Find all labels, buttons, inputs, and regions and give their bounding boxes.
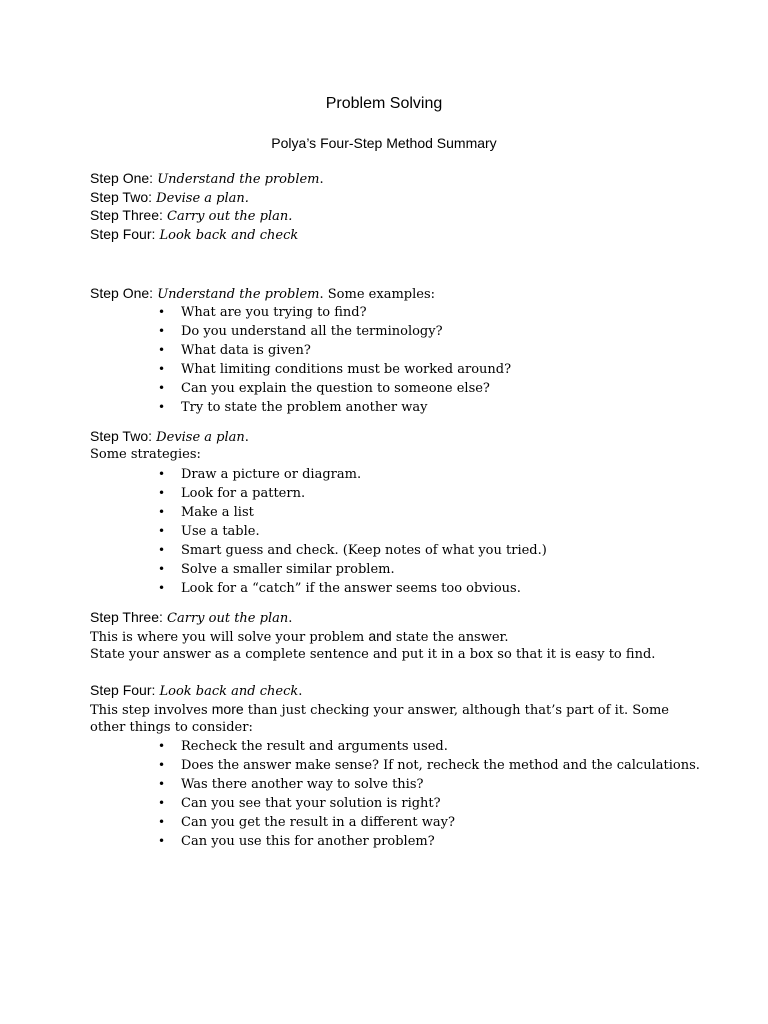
list-item-text: Look for a “catch” if the answer seems too obvious. <box>181 580 521 596</box>
step-label: Step Two: <box>90 188 153 205</box>
section-heading <box>90 681 710 700</box>
list-item <box>90 541 710 560</box>
emphasis-text: and <box>368 628 392 644</box>
bullet-icon: • <box>158 485 166 500</box>
summary-step-four <box>90 225 690 244</box>
summary-step-one <box>90 169 690 188</box>
list-item-text: Try to state the problem another way <box>181 400 428 415</box>
emphasis-text: more <box>211 701 244 717</box>
step-suffix: . <box>298 684 303 699</box>
text-run: This step involves <box>90 703 212 718</box>
list-item <box>90 341 710 360</box>
step-suffix: . <box>288 611 293 626</box>
list-item-text: Can you see that your solution is right? <box>181 796 441 811</box>
list-item <box>90 360 710 379</box>
list-item <box>90 322 710 341</box>
step-name: Understand the problem <box>157 287 320 302</box>
paragraph-line: State your answer as a complete sentence and put it in a box so that it is easy to find. <box>90 646 656 662</box>
step-suffix: . Some examples: <box>319 287 435 302</box>
bullet-icon: • <box>158 381 166 395</box>
list-item-text: Recheck the result and arguments used. <box>181 739 448 754</box>
bullet-icon: • <box>158 305 166 319</box>
list-item <box>90 832 710 851</box>
step-suffix: . <box>319 172 324 187</box>
list-item-text: Draw a picture or diagram. <box>181 466 362 482</box>
section-step-three <box>90 608 710 664</box>
step-name: Understand the problem <box>157 172 320 187</box>
list-item-text: Can you explain the question to someone else? <box>181 381 490 396</box>
list-item-text: Does the answer make sense? If not, recheck the method and the calculations. <box>181 758 700 773</box>
step-label: Step Three: <box>90 609 163 625</box>
list-item <box>90 737 710 756</box>
text-run: This is where you will solve your problem <box>90 630 369 645</box>
section-heading <box>90 608 710 627</box>
section-heading <box>90 427 710 446</box>
step-name: Devise a plan <box>156 430 245 445</box>
bullet-icon: • <box>158 777 166 791</box>
list-item <box>90 560 710 579</box>
bullet-icon: • <box>158 739 166 753</box>
examples-list <box>90 303 710 417</box>
section-step-two <box>90 427 710 598</box>
list-item-text: What limiting conditions must be worked around? <box>181 362 512 377</box>
steps-summary <box>90 169 690 243</box>
step-label: Step One: <box>90 285 154 301</box>
list-item <box>90 775 710 794</box>
step-label: Step One: <box>90 170 154 186</box>
page-subtitle: Polya’s Four-Step Method Summary <box>271 135 497 151</box>
step-label: Step Two: <box>90 428 153 444</box>
bullet-icon: • <box>158 523 166 538</box>
text-run: state the answer. <box>391 630 509 645</box>
step-name: Look back and check <box>159 684 299 699</box>
text-run: than just checking your answer, although that’s part of it. Some <box>243 703 669 718</box>
bullet-icon: • <box>158 362 166 376</box>
list-item-text: Look for a pattern. <box>181 485 306 501</box>
list-item-text: Do you understand all the terminology? <box>181 324 443 339</box>
paragraph-line <box>90 627 710 646</box>
bullet-icon: • <box>158 343 166 357</box>
list-item-text: What are you trying to find? <box>181 305 367 320</box>
list-item <box>90 465 710 484</box>
bullet-icon: • <box>158 758 166 772</box>
step-suffix: . <box>244 430 249 445</box>
list-item <box>90 579 710 598</box>
list-item-text: Can you get the result in a different way? <box>181 815 455 830</box>
section-step-four <box>90 681 710 851</box>
section-step-one <box>90 284 710 417</box>
list-item <box>90 484 710 503</box>
list-item-text: Use a table. <box>181 523 260 539</box>
list-item-text: Solve a smaller similar problem. <box>181 561 395 577</box>
bullet-icon: • <box>158 542 166 557</box>
step-label: Step Three: <box>90 207 163 223</box>
list-item-text: Can you use this for another problem? <box>181 834 435 849</box>
step-name: Carry out the plan <box>167 611 289 626</box>
list-item <box>90 503 710 522</box>
bullet-icon: • <box>158 834 166 848</box>
list-item <box>90 522 710 541</box>
considerations-list <box>90 737 710 851</box>
list-item <box>90 794 710 813</box>
bullet-icon: • <box>158 796 166 810</box>
summary-step-three <box>90 206 690 225</box>
list-item-text: What data is given? <box>181 343 311 358</box>
paragraph-line <box>90 700 710 719</box>
summary-step-two <box>90 188 690 207</box>
list-item <box>90 813 710 832</box>
list-item <box>90 398 710 417</box>
bullet-icon: • <box>158 561 166 576</box>
list-item <box>90 303 710 322</box>
list-item-text: Smart guess and check. (Keep notes of what you tried.) <box>181 542 547 558</box>
list-item <box>90 756 710 775</box>
list-item-text: Was there another way to solve this? <box>181 777 424 792</box>
bullet-icon: • <box>158 400 166 414</box>
step-label: Step Four: <box>90 682 156 698</box>
step-name: Look back and check <box>159 227 299 243</box>
step-name: Devise a plan. <box>156 190 249 206</box>
list-item-text: Make a list <box>181 504 254 520</box>
bullet-icon: • <box>158 815 166 829</box>
strategies-list <box>90 465 710 598</box>
step-name: Carry out the plan. <box>167 209 293 224</box>
section-intro: Some strategies: <box>90 447 201 462</box>
bullet-icon: • <box>158 504 166 519</box>
section-heading <box>90 284 710 303</box>
bullet-icon: • <box>158 466 166 481</box>
list-item <box>90 379 710 398</box>
paragraph-line: other things to consider: <box>90 719 253 735</box>
bullet-icon: • <box>158 580 166 595</box>
page-title: Problem Solving <box>325 95 443 112</box>
step-label: Step Four: <box>90 225 156 242</box>
bullet-icon: • <box>158 324 166 338</box>
